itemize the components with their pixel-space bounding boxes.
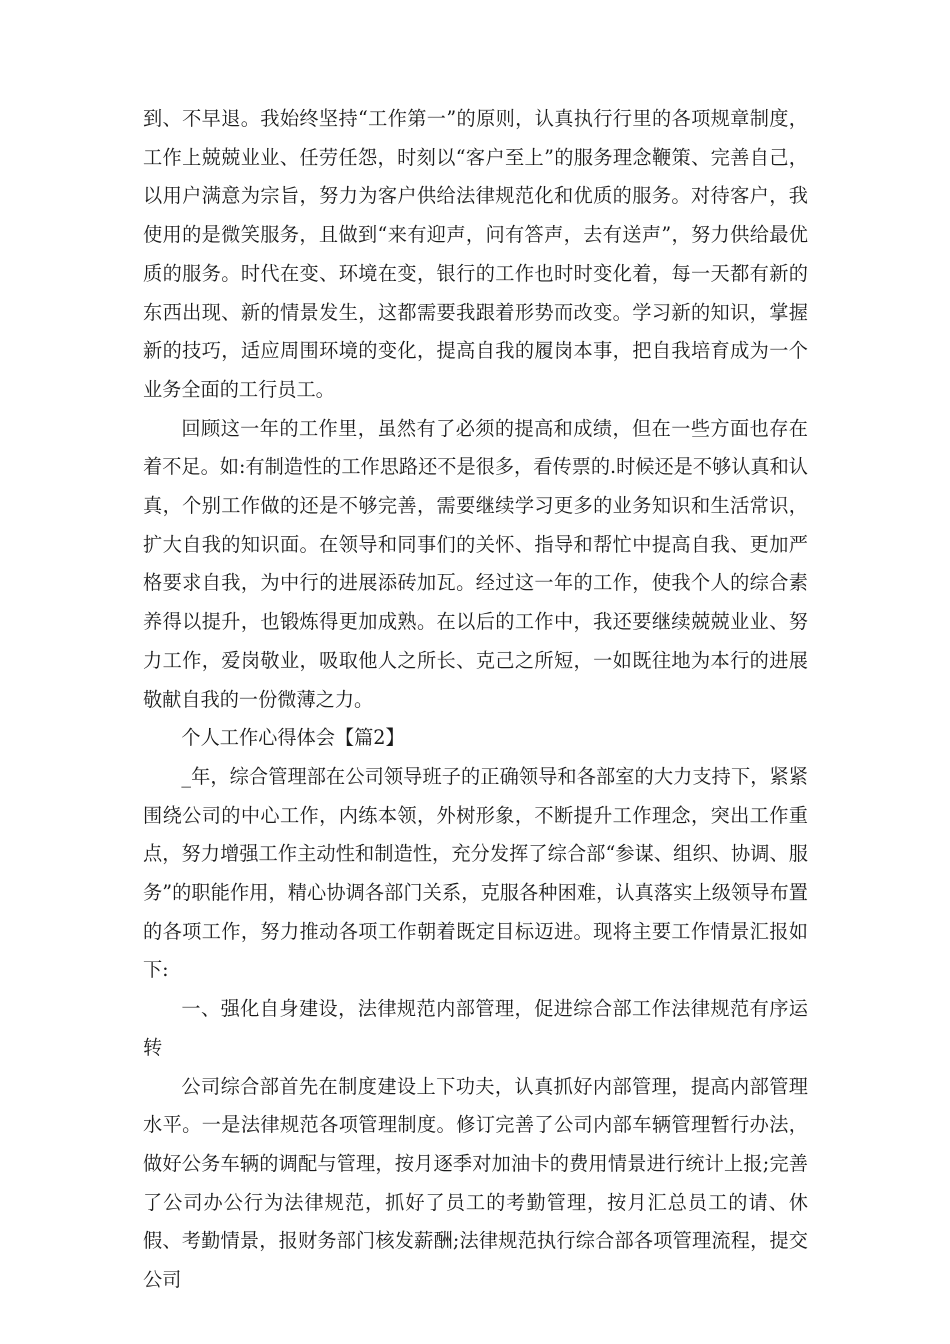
section-heading: 个人工作心得体会【篇2】 [181, 726, 405, 750]
paragraph-continued: 到、不早退。我始终坚持“工作第一”的原则，认真执行行里的各项规章制度，工作上兢兢业业、任劳任怨，时刻以“客户至上”的服务理念鞭策、完善自己，以用户满意为宗旨，努力为客户供给法律规范化和优质的服务。对待客户，我使用的是微笑服务，且做到“来有迎声，问有答声，去有送声”，努力供给最优质的服务。时代在变、环境在变，银行的工作也时时变化着，每一天都有新的东西出现、新的情景发生，这都需要我跟着形势而改变。学习新的知识，掌握新的技巧，适应周围环境的变化，提高自我的履岗本事，把自我培育成为一个业务全面的工行员工。 [143, 107, 808, 401]
paragraph-review: 回顾这一年的工作里，虽然有了必须的提高和成绩，但在一些方面也存在着不足。如:有制造性的工作思路还不是很多，看传票的.时候还是不够认真和认真，个别工作做的还是不够完善，需要继续学习更多的业务知识和生活常识，扩大自我的知识面。在领导和同事们的关怀、指导和帮忙中提高自我、更加严格要求自我，为中行的进展添砖加瓦。经过这一年的工作，使我个人的综合素养得以提升，也锻炼得更加成熟。在以后的工作中，我还要继续兢兢业业、努力工作，爱岗敬业，吸取他人之所长、克己之所短，一如既往地为本行的进展敬献自我的一份微薄之力。 [143, 416, 808, 711]
document-body [143, 100, 808, 1300]
subheading-one: 一、强化自身建设，法律规范内部管理，促进综合部工作法律规范有序运转 [143, 997, 808, 1059]
paragraph-management: 公司综合部首先在制度建设上下功夫，认真抓好内部管理，提高内部管理水平。一是法律规范各项管理制度。修订完善了公司内部车辆管理暂行办法，做好公务车辆的调配与管理，按月逐季对加油卡的费用情景进行统计上报;完善了公司办公行为法律规范，抓好了员工的考勤管理，按月汇总员工的请、休假、考勤情景，报财务部门核发薪酬;法律规范执行综合部各项管理流程，提交公司 [143, 1074, 808, 1292]
paragraph-intro: _年，综合管理部在公司领导班子的正确领导和各部室的大力支持下，紧紧围绕公司的中心工作，内练本领，外树形象，不断提升工作理念，突出工作重点，努力增强工作主动性和制造性，充分发挥了综合部“参谋、组织、协调、服务”的职能作用，精心协调各部门关系，克服各种困难，认真落实上级领导布置的各项工作，努力推动各项工作朝着既定目标迈进。现将主要工作情景汇报如下: [143, 764, 808, 982]
